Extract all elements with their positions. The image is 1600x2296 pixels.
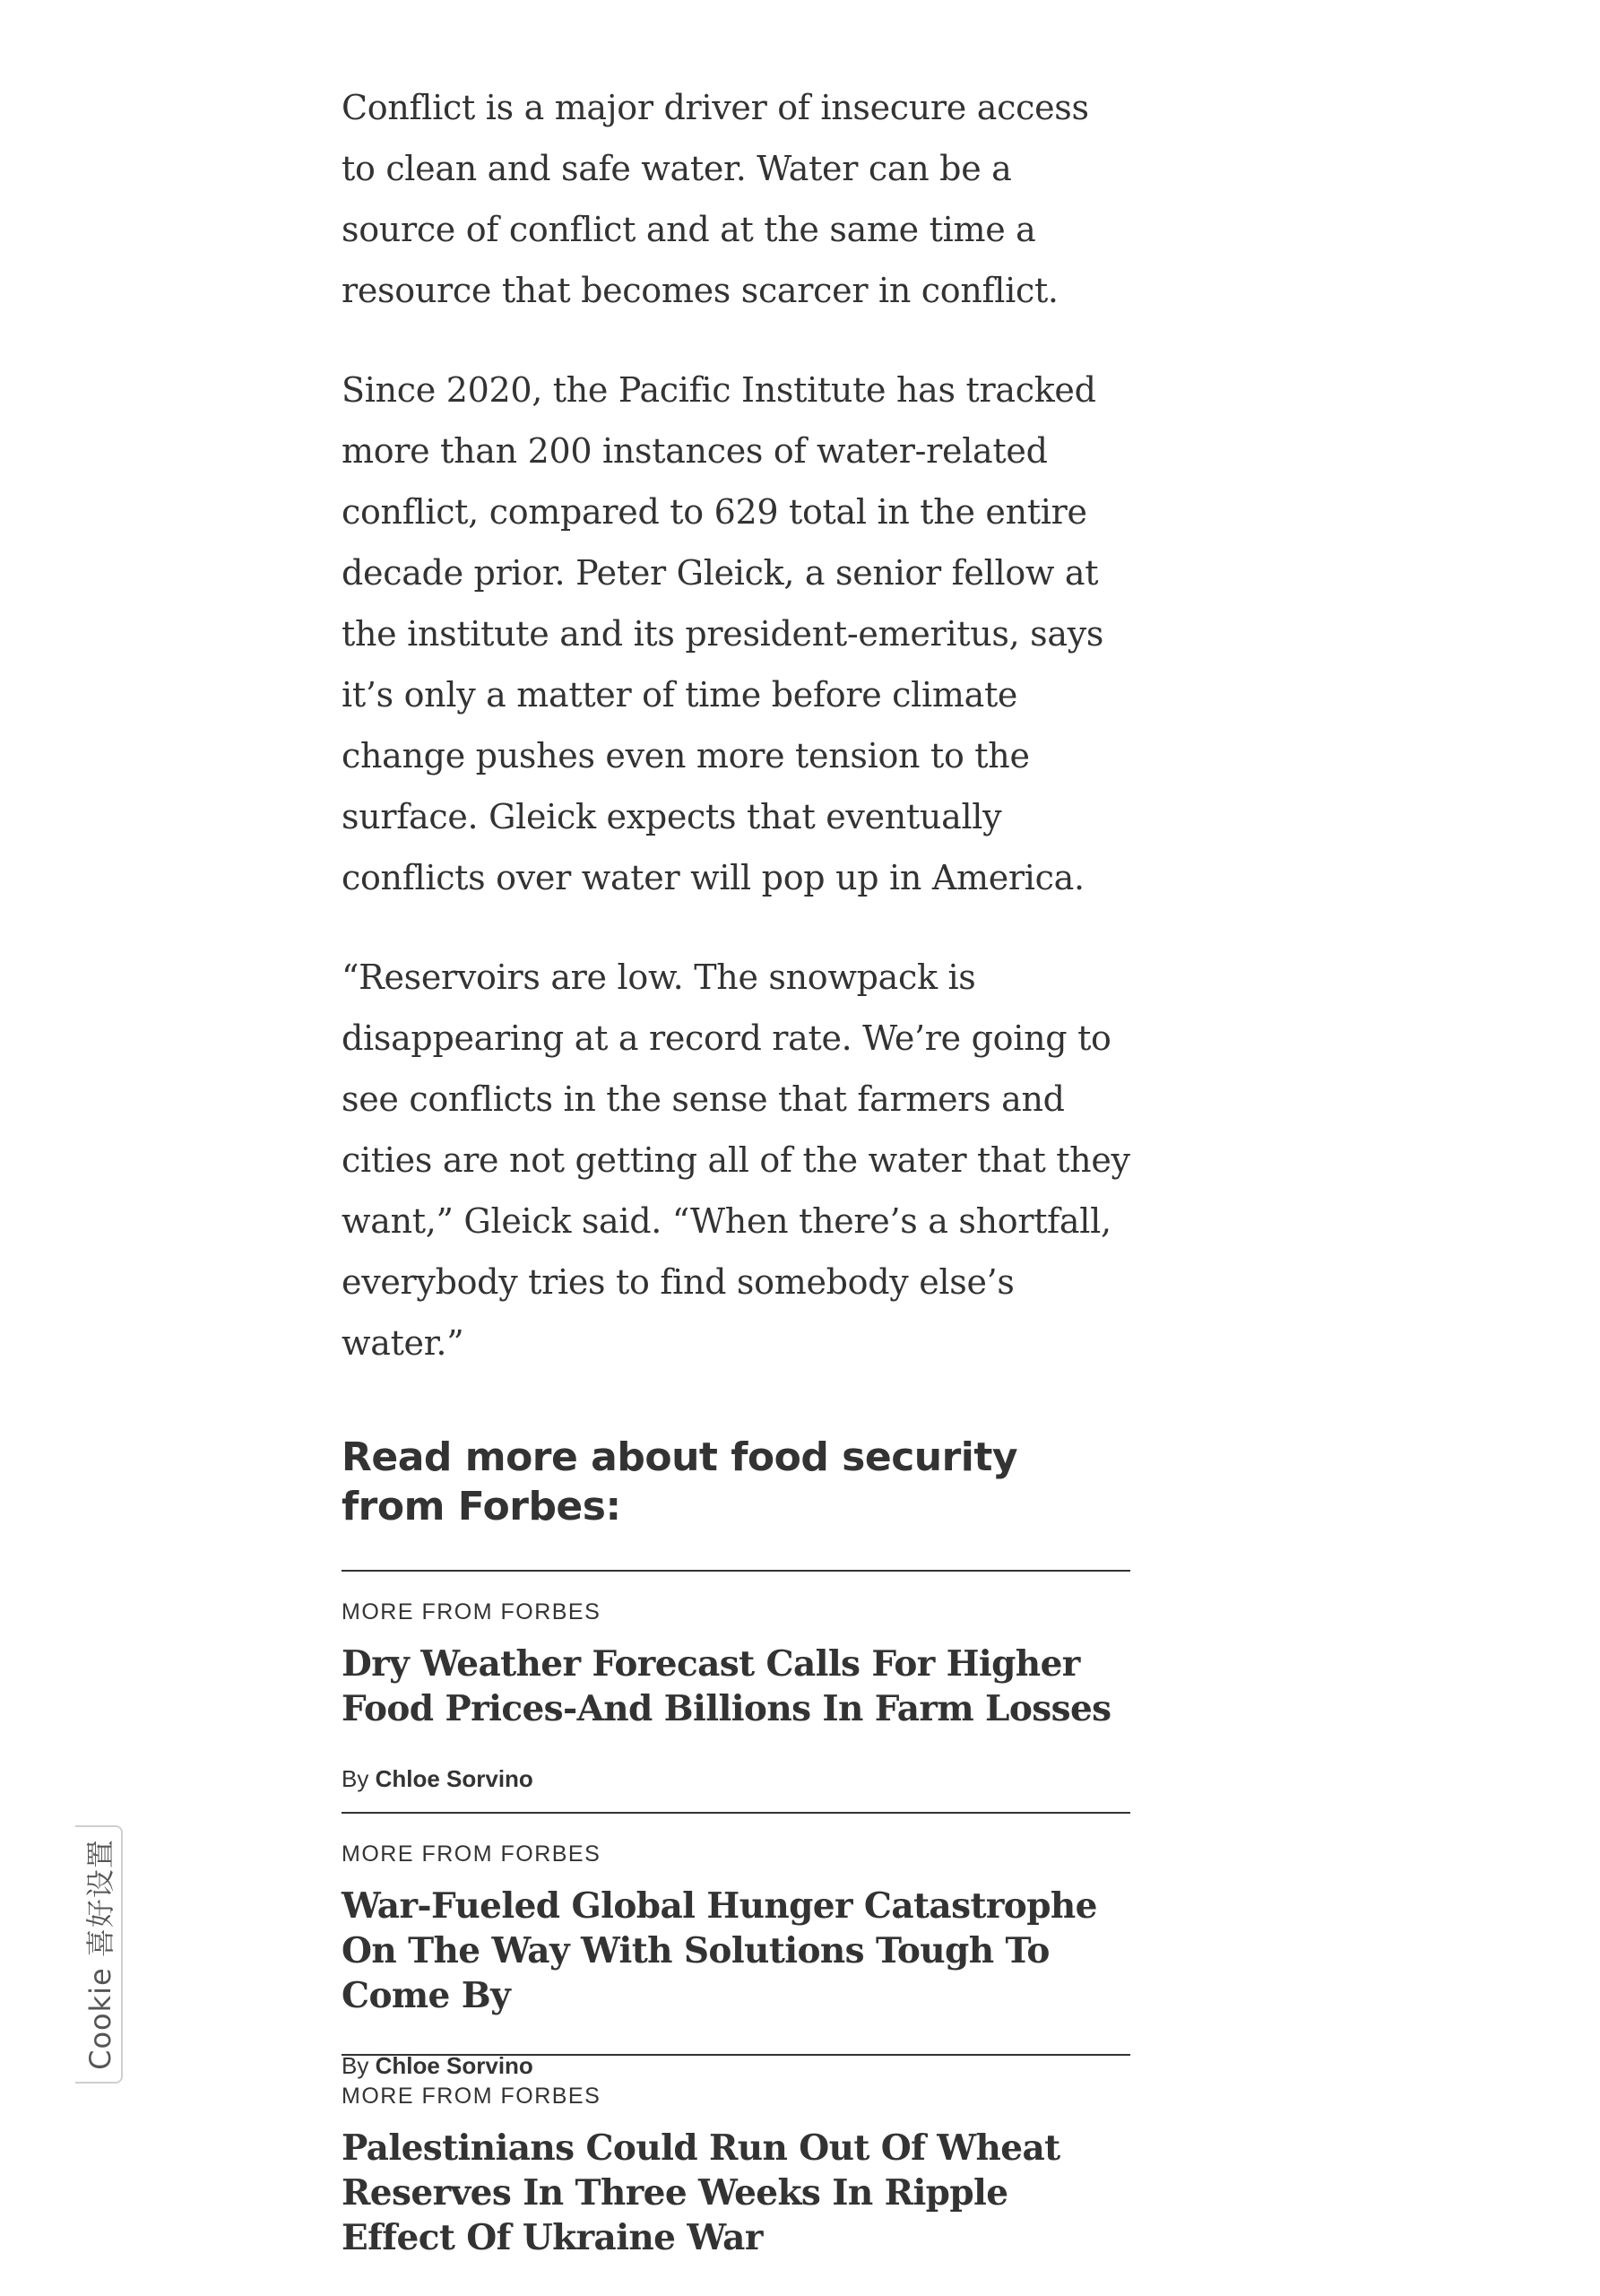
author-link[interactable]: Chloe Sorvino (375, 1765, 533, 1792)
article-paragraph: Since 2020, the Pacific Institute has tracked more than 200 instances of water-related conflict, compared to 629 total in the entire decade prior. Peter Gleick, a senior fellow at the institute and its president-emeritus, says it’s only a matter of time before climate change pushes even more tension to the surface. Gleick expects that eventually conflicts over water will pop up in America. (342, 370, 1104, 897)
byline-prefix: By (342, 2052, 369, 2079)
more-from-forbes-item (342, 1570, 1130, 1812)
read-more-heading: Read more about food security from Forbes: (342, 1434, 1018, 1529)
more-from-forbes-item (342, 1812, 1130, 2079)
cookie-preferences-button[interactable] (75, 1825, 123, 2084)
more-from-forbes-item (342, 2054, 1130, 2296)
related-article-link[interactable]: War-Fueled Global Hunger Catastrophe On The Way With Solutions Tough To Come By (342, 1885, 1097, 2016)
article-paragraph: “Reservoirs are low. The snowpack is disappearing at a record rate. We’re going to see conflicts in the sense that farmers and cities are not getting all of the water that they want,” Gleick said. “When there’s a shortfall, everybody tries to find somebody else’s water.” (342, 957, 1130, 1363)
byline (342, 1765, 1130, 1792)
related-article-link[interactable]: Palestinians Could Run Out Of Wheat Reserves In Three Weeks In Ripple Effect Of Ukraine War (342, 2127, 1060, 2258)
article-paragraph: Conflict is a major driver of insecure access to clean and safe water. Water can be a source of conflict and at the same time a resource that becomes scarcer in conflict. (342, 88, 1089, 310)
byline-prefix: By (342, 1765, 369, 1792)
author-link[interactable]: Chloe Sorvino (375, 2052, 533, 2079)
article-body (342, 77, 1130, 2296)
more-from-forbes-label: MORE FROM FORBES (342, 1841, 601, 1867)
more-from-forbes-label: MORE FROM FORBES (342, 2084, 601, 2109)
related-article-link[interactable]: Dry Weather Forecast Calls For Higher Food Prices-And Billions In Farm Losses (342, 1643, 1111, 1729)
more-from-forbes-label: MORE FROM FORBES (342, 1599, 601, 1625)
cookie-preferences-label: Cookie 喜好设置 (82, 1839, 117, 2070)
